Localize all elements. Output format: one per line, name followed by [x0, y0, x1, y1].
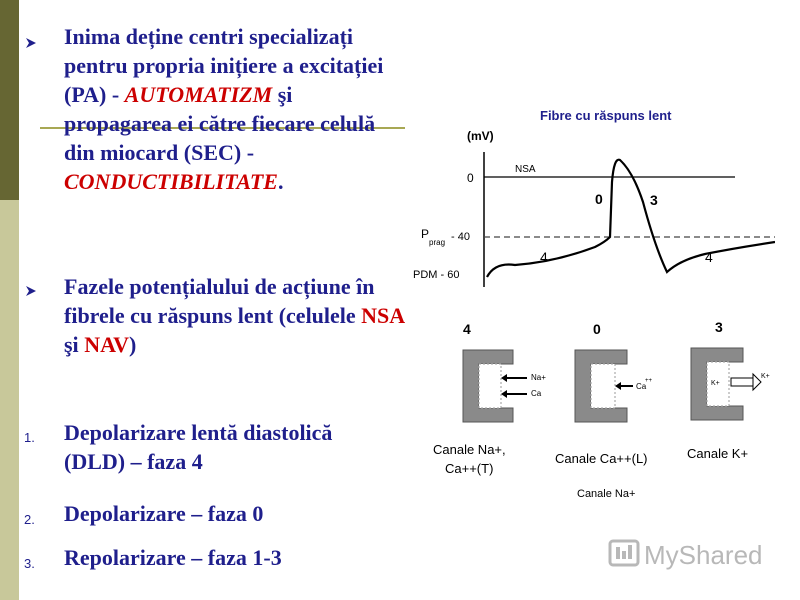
list-item-phase-1-3: Repolarizare – faza 1-3	[64, 545, 282, 570]
y-unit-label: (mV)	[467, 129, 494, 143]
caption-channel-ca-l: Canale Ca++(L)	[555, 451, 648, 466]
svg-text:K+: K+	[761, 373, 770, 380]
phase-4-right-label: 4	[705, 249, 713, 265]
tick-0: 0	[467, 171, 474, 185]
arrow-bullet-icon	[26, 286, 36, 296]
channel-na-ca-t-icon	[463, 350, 546, 422]
myshared-watermark	[608, 535, 768, 575]
channel-phase-0: 0	[593, 321, 601, 337]
list-number: 1.	[24, 430, 35, 445]
phase-0-label: 0	[595, 191, 603, 207]
tick-minus-40: - 40	[451, 231, 470, 243]
left-accent-bar-dark	[0, 0, 19, 200]
caption-channel-na-ca: Canale Na+,	[433, 442, 506, 457]
svg-text:MyShared: MyShared	[644, 540, 763, 570]
arrow-bullet-icon	[26, 38, 36, 48]
term-automatism: AUTOMATIZM	[124, 82, 273, 107]
channel-k-icon	[691, 348, 770, 420]
list-number: 2.	[24, 512, 35, 527]
svg-text:Ca: Ca	[531, 389, 542, 398]
svg-text:Ca: Ca	[636, 382, 647, 391]
threshold-p-label: P	[421, 227, 430, 241]
phase-4-left-label: 4	[540, 249, 548, 265]
phase-3-label: 3	[650, 192, 658, 208]
paragraph-automatism: Inima deține centri specializați pentru propria inițiere a excitației (PA) - AUTOMATIZM şi propagarea ei către fiecare celulă din miocard (SEC) - CONDUCTIBILITATE.	[64, 24, 384, 194]
pdm-label: PDM - 60	[413, 269, 460, 281]
paragraph-action-potential-phases: Fazele potențialului de acțiune în fibrele cu răspuns lent (celulele NSA şi NAV)	[64, 274, 404, 357]
svg-text:Na+: Na+	[531, 373, 546, 382]
figure-title: Fibre cu răspuns lent	[540, 108, 672, 123]
action-potential-figure	[405, 82, 775, 522]
channel-phase-3: 3	[715, 319, 723, 335]
left-accent-bar-light	[0, 200, 19, 600]
svg-text:++: ++	[645, 378, 653, 384]
caption-channel-na: Canale Na+	[577, 488, 636, 500]
caption-channel-k: Canale K+	[687, 446, 749, 461]
nsa-label: NSA	[515, 164, 536, 175]
list-number: 3.	[24, 556, 35, 571]
term-nsa: NSA	[361, 303, 404, 328]
threshold-prag-label: prag	[429, 238, 446, 247]
caption-channel-ca-t: Ca++(T)	[445, 461, 494, 476]
term-nav: NAV	[84, 332, 130, 357]
channel-ca-l-icon	[575, 350, 653, 422]
channel-phase-4: 4	[463, 321, 471, 337]
list-item-phase-4: Depolarizare lentă diastolică (DLD) – faza 4	[64, 420, 333, 474]
list-item-phase-0: Depolarizare – faza 0	[64, 501, 264, 526]
term-conductibilitate: CONDUCTIBILITATE	[64, 169, 278, 194]
svg-text:K+: K+	[711, 380, 720, 387]
